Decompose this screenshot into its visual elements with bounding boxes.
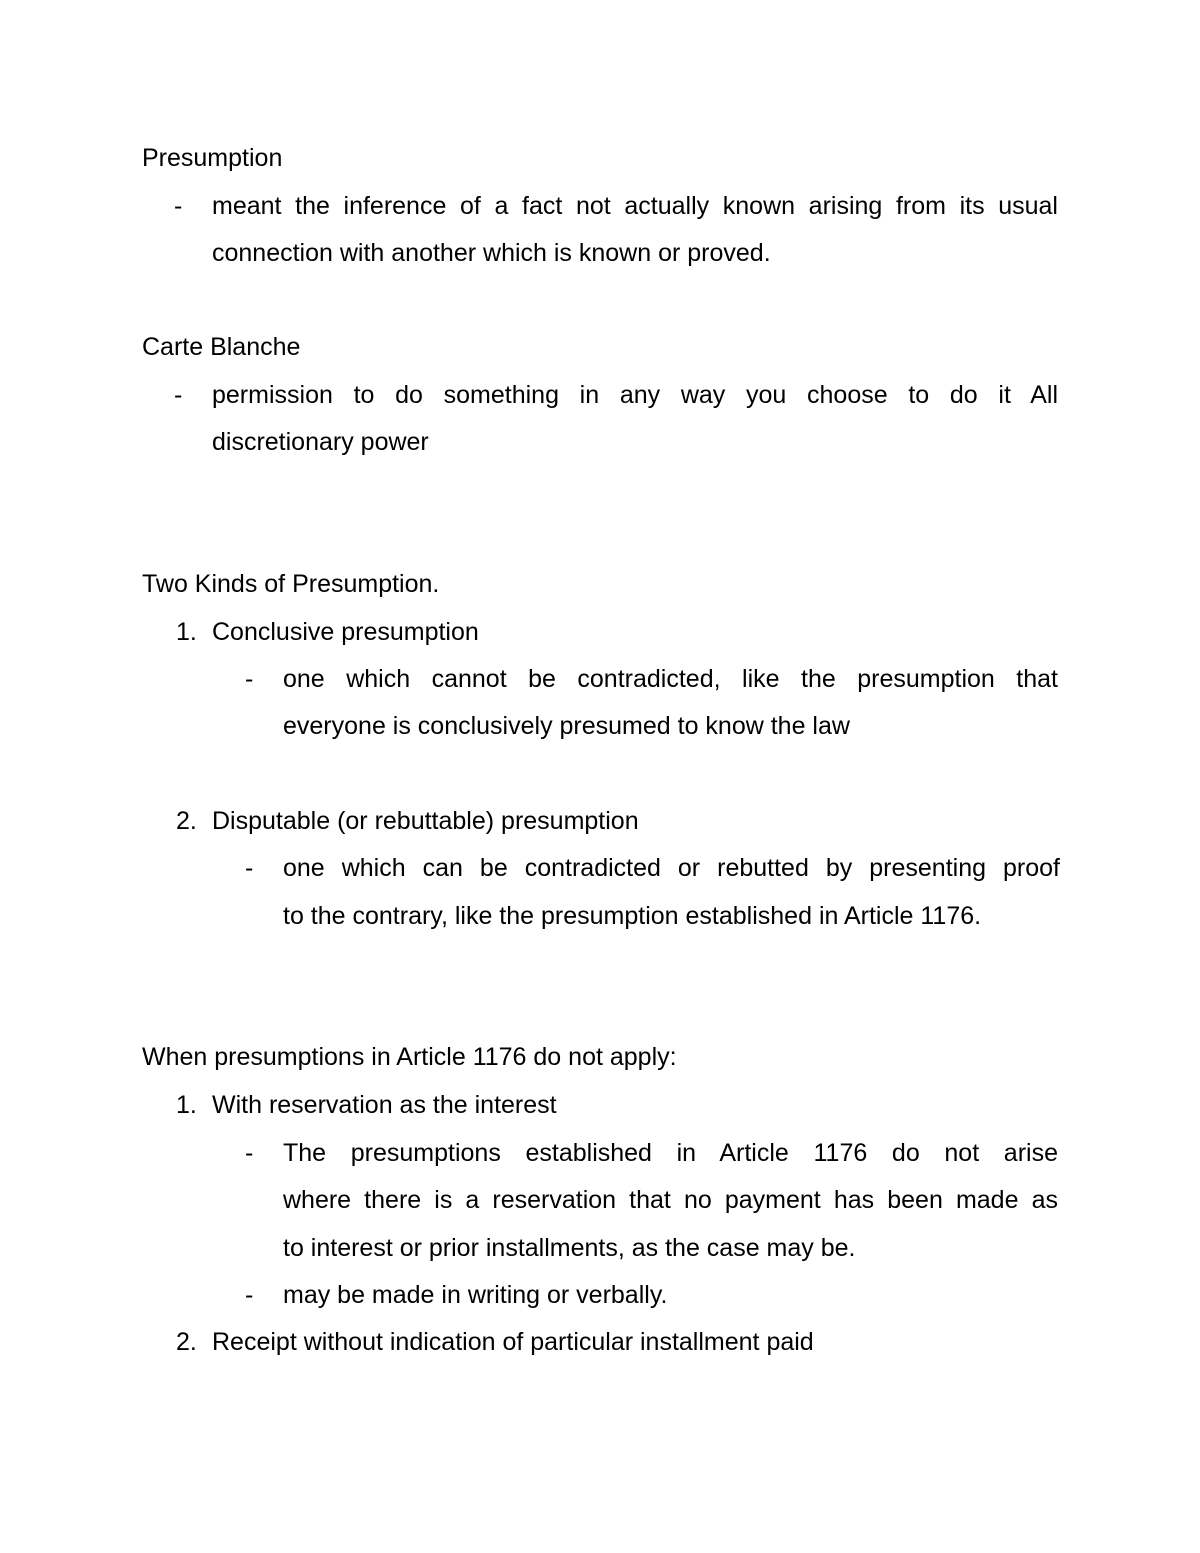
list-number: 2. [176, 1328, 197, 1356]
bullet-dash: - [245, 1139, 254, 1167]
list-item-text-line: everyone is conclusively presumed to know the law [283, 712, 850, 740]
carte-blanche-definition-line: discretionary power [212, 428, 429, 456]
heading-two-kinds: Two Kinds of Presumption. [142, 570, 440, 598]
bullet-dash: - [174, 381, 183, 409]
list-number: 2. [176, 807, 197, 835]
list-item-title: Receipt without indication of particular installment paid [212, 1328, 814, 1356]
list-item-text-line: The presumptions established in Article 1176 do not arise [283, 1139, 1058, 1167]
carte-blanche-definition-line: permission to do something in any way you choose to do it All [212, 381, 1058, 409]
list-item-title: Conclusive presumption [212, 618, 479, 646]
list-item-text-line: may be made in writing or verbally. [283, 1281, 668, 1309]
presumption-definition-line: meant the inference of a fact not actually known arising from its usual [212, 192, 1058, 220]
presumption-definition-line: connection with another which is known or proved. [212, 239, 771, 267]
list-item-title: Disputable (or rebuttable) presumption [212, 807, 639, 835]
list-item-text-line: to interest or prior installments, as the case may be. [283, 1234, 856, 1262]
bullet-dash: - [245, 665, 254, 693]
bullet-dash: - [174, 192, 183, 220]
heading-presumption: Presumption [142, 144, 283, 172]
bullet-dash: - [245, 1281, 254, 1309]
list-number: 1. [176, 618, 197, 646]
list-item-text-line: one which cannot be contradicted, like the presumption that [283, 665, 1058, 693]
heading-not-apply: When presumptions in Article 1176 do not apply: [142, 1043, 677, 1071]
heading-carte-blanche: Carte Blanche [142, 333, 301, 361]
list-item-text-line: to the contrary, like the presumption established in Article 1176. [283, 902, 982, 930]
list-item-text-line: one which can be contradicted or rebutted by presenting proof [283, 854, 1060, 882]
list-number: 1. [176, 1091, 197, 1119]
list-item-title: With reservation as the interest [212, 1091, 557, 1119]
bullet-dash: - [245, 854, 254, 882]
list-item-text-line: where there is a reservation that no payment has been made as [283, 1186, 1058, 1214]
